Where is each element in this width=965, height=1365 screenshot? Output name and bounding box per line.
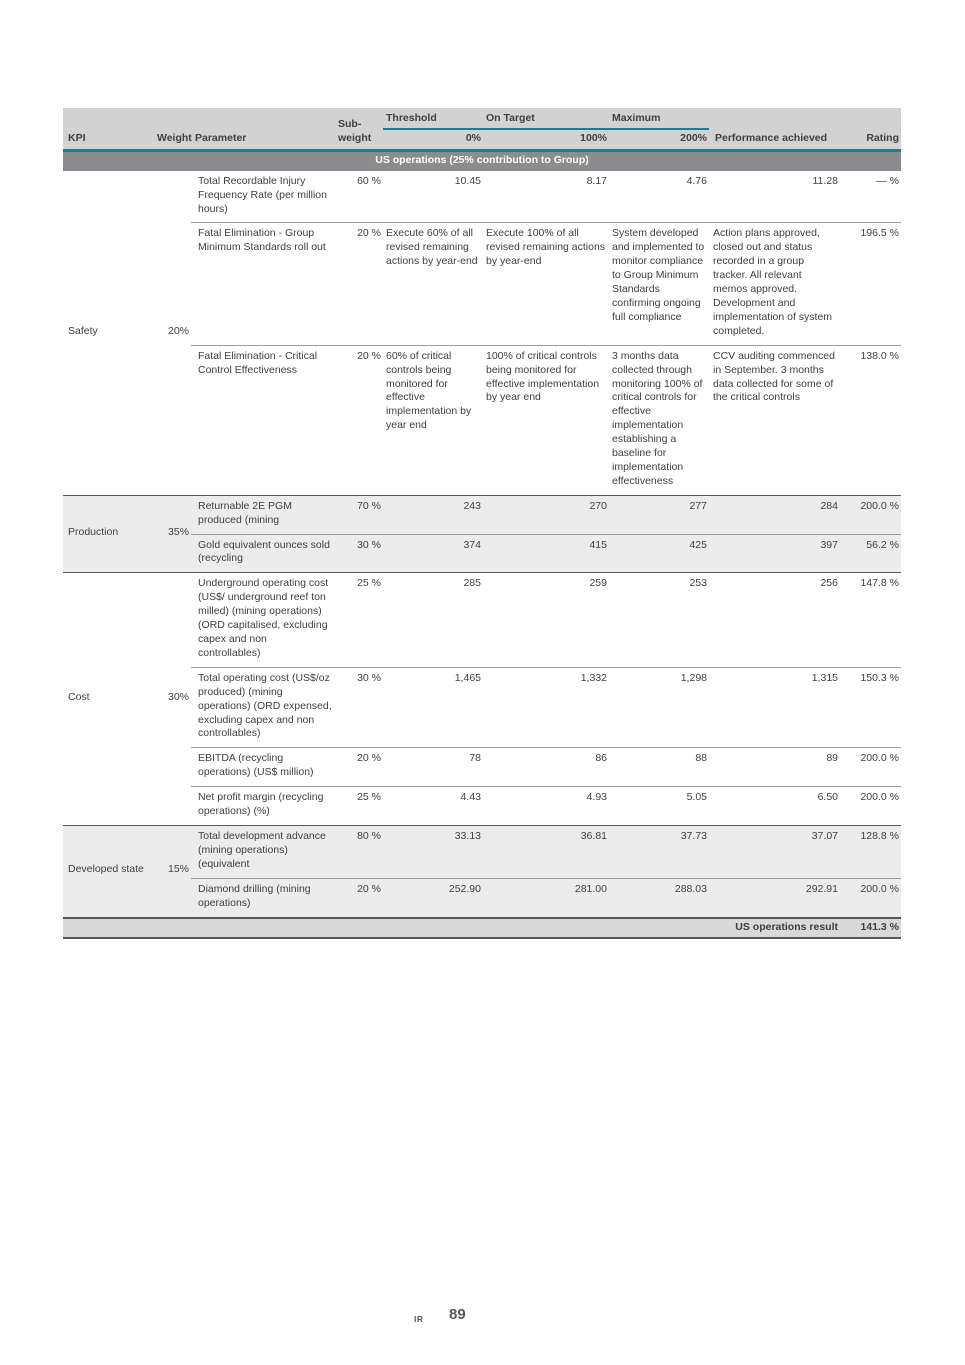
cell-threshold: 374 (383, 534, 483, 573)
kpi-cell: Cost (63, 573, 153, 826)
header-maximum: Maximum (609, 108, 709, 129)
cell-performance: 397 (709, 534, 840, 573)
header-on-target: On Target (483, 108, 609, 129)
cell-maximum: 253 (609, 573, 709, 667)
kpi-cell: Safety (63, 171, 153, 496)
cell-parameter: Total operating cost (US$/oz produced) (mining operations) (ORD expensed, excluding capex and non controllables) (191, 667, 334, 748)
cell-rating: 128.8 % (840, 825, 901, 878)
header-performance: Performance achieved (709, 108, 840, 150)
cell-subweight: 25 % (334, 787, 383, 826)
cell-on-target: 259 (483, 573, 609, 667)
cell-rating: 200.0 % (840, 495, 901, 534)
cell-rating: — % (840, 171, 901, 223)
cell-rating: 196.5 % (840, 223, 901, 345)
weight-cell: 15% (153, 825, 191, 917)
cell-parameter: Total Recordable Injury Frequency Rate (per million hours) (191, 171, 334, 223)
cell-parameter: Returnable 2E PGM produced (mining (191, 495, 334, 534)
cell-parameter: Net profit margin (recycling operations) (%) (191, 787, 334, 826)
cell-maximum: 37.73 (609, 825, 709, 878)
header-on-target-pct: 100% (483, 129, 609, 150)
table-header (63, 108, 901, 150)
cell-subweight: 25 % (334, 573, 383, 667)
cell-parameter: EBITDA (recycling operations) (US$ million) (191, 748, 334, 787)
cell-on-target: 4.93 (483, 787, 609, 826)
cell-maximum: 4.76 (609, 171, 709, 223)
cell-on-target: 270 (483, 495, 609, 534)
table-row (63, 573, 901, 667)
cell-subweight: 60 % (334, 171, 383, 223)
header-maximum-pct: 200% (609, 129, 709, 150)
cell-maximum: 3 months data collected through monitoring 100% of critical controls for effective implementation establishing a baseline for implementation effectiveness (609, 345, 709, 495)
header-threshold: Threshold (383, 108, 483, 129)
result-value: 141.3 % (840, 918, 901, 939)
header-rating: Rating (840, 108, 901, 150)
cell-on-target: 86 (483, 748, 609, 787)
table-row (63, 495, 901, 534)
cell-rating: 200.0 % (840, 878, 901, 917)
cell-maximum: 88 (609, 748, 709, 787)
cell-threshold: 243 (383, 495, 483, 534)
cell-threshold: 33.13 (383, 825, 483, 878)
table-row (63, 171, 901, 223)
cell-on-target: 100% of critical controls being monitored for effective implementation by year end (483, 345, 609, 495)
cell-rating: 150.3 % (840, 667, 901, 748)
cell-subweight: 30 % (334, 667, 383, 748)
cell-maximum: 5.05 (609, 787, 709, 826)
cell-rating: 147.8 % (840, 573, 901, 667)
cell-threshold: 78 (383, 748, 483, 787)
cell-performance: 6.50 (709, 787, 840, 826)
header-weight: Weight (153, 108, 191, 150)
cell-subweight: 80 % (334, 825, 383, 878)
header-subweight: Sub-weight (334, 108, 383, 150)
cell-subweight: 30 % (334, 534, 383, 573)
kpi-cell: Production (63, 495, 153, 573)
cell-on-target: 36.81 (483, 825, 609, 878)
cell-on-target: 1,332 (483, 667, 609, 748)
cell-performance: 11.28 (709, 171, 840, 223)
cell-parameter: Total development advance (mining operations) (equivalent (191, 825, 334, 878)
cell-on-target: 415 (483, 534, 609, 573)
cell-performance: CCV auditing commenced in September. 3 months data collected for some of the critical controls (709, 345, 840, 495)
cell-subweight: 70 % (334, 495, 383, 534)
cell-performance: 292.91 (709, 878, 840, 917)
footer-page-number: 89 (449, 1306, 466, 1323)
cell-subweight: 20 % (334, 223, 383, 345)
cell-performance: 1,315 (709, 667, 840, 748)
kpi-table (63, 108, 901, 939)
cell-rating: 200.0 % (840, 748, 901, 787)
cell-parameter: Fatal Elimination - Critical Control Effectiveness (191, 345, 334, 495)
kpi-cell: Developed state (63, 825, 153, 917)
weight-cell: 35% (153, 495, 191, 573)
cell-threshold: 1,465 (383, 667, 483, 748)
header-kpi: KPI (63, 108, 153, 150)
cell-threshold: 10.45 (383, 171, 483, 223)
weight-cell: 30% (153, 573, 191, 826)
header-threshold-pct: 0% (383, 129, 483, 150)
cell-parameter: Gold equivalent ounces sold (recycling (191, 534, 334, 573)
header-parameter: Parameter (191, 108, 334, 150)
cell-threshold: 4.43 (383, 787, 483, 826)
section-band: US operations (25% contribution to Group) (63, 150, 901, 170)
weight-cell: 20% (153, 171, 191, 496)
cell-performance: Action plans approved, closed out and status recorded in a group tracker. All relevant memos approved. Development and implementation of system completed. (709, 223, 840, 345)
table-row (63, 825, 901, 878)
cell-subweight: 20 % (334, 748, 383, 787)
cell-rating: 56.2 % (840, 534, 901, 573)
cell-performance: 37.07 (709, 825, 840, 878)
cell-threshold: 60% of critical controls being monitored for effective implementation by year end (383, 345, 483, 495)
result-label: US operations result (63, 918, 840, 939)
cell-on-target: 8.17 (483, 171, 609, 223)
cell-on-target: Execute 100% of all revised remaining actions by year-end (483, 223, 609, 345)
cell-parameter: Diamond drilling (mining operations) (191, 878, 334, 917)
cell-threshold: 285 (383, 573, 483, 667)
cell-performance: 89 (709, 748, 840, 787)
cell-maximum: 1,298 (609, 667, 709, 748)
cell-threshold: Execute 60% of all revised remaining actions by year-end (383, 223, 483, 345)
cell-parameter: Underground operating cost (US$/ underground reef ton milled) (mining operations) (ORD capitalised, excluding capex and non controllables) (191, 573, 334, 667)
kpi-table-container (63, 108, 901, 939)
cell-threshold: 252.90 (383, 878, 483, 917)
cell-maximum: 277 (609, 495, 709, 534)
table-body (63, 171, 901, 918)
cell-rating: 200.0 % (840, 787, 901, 826)
cell-subweight: 20 % (334, 345, 383, 495)
footer-report-code: IR (414, 1314, 424, 1324)
cell-maximum: 425 (609, 534, 709, 573)
cell-performance: 256 (709, 573, 840, 667)
cell-subweight: 20 % (334, 878, 383, 917)
cell-rating: 138.0 % (840, 345, 901, 495)
cell-maximum: System developed and implemented to monitor compliance to Group Minimum Standards confirming ongoing full compliance (609, 223, 709, 345)
cell-on-target: 281.00 (483, 878, 609, 917)
cell-parameter: Fatal Elimination - Group Minimum Standards roll out (191, 223, 334, 345)
cell-maximum: 288.03 (609, 878, 709, 917)
section-band-row (63, 150, 901, 170)
cell-performance: 284 (709, 495, 840, 534)
result-row (63, 918, 901, 939)
